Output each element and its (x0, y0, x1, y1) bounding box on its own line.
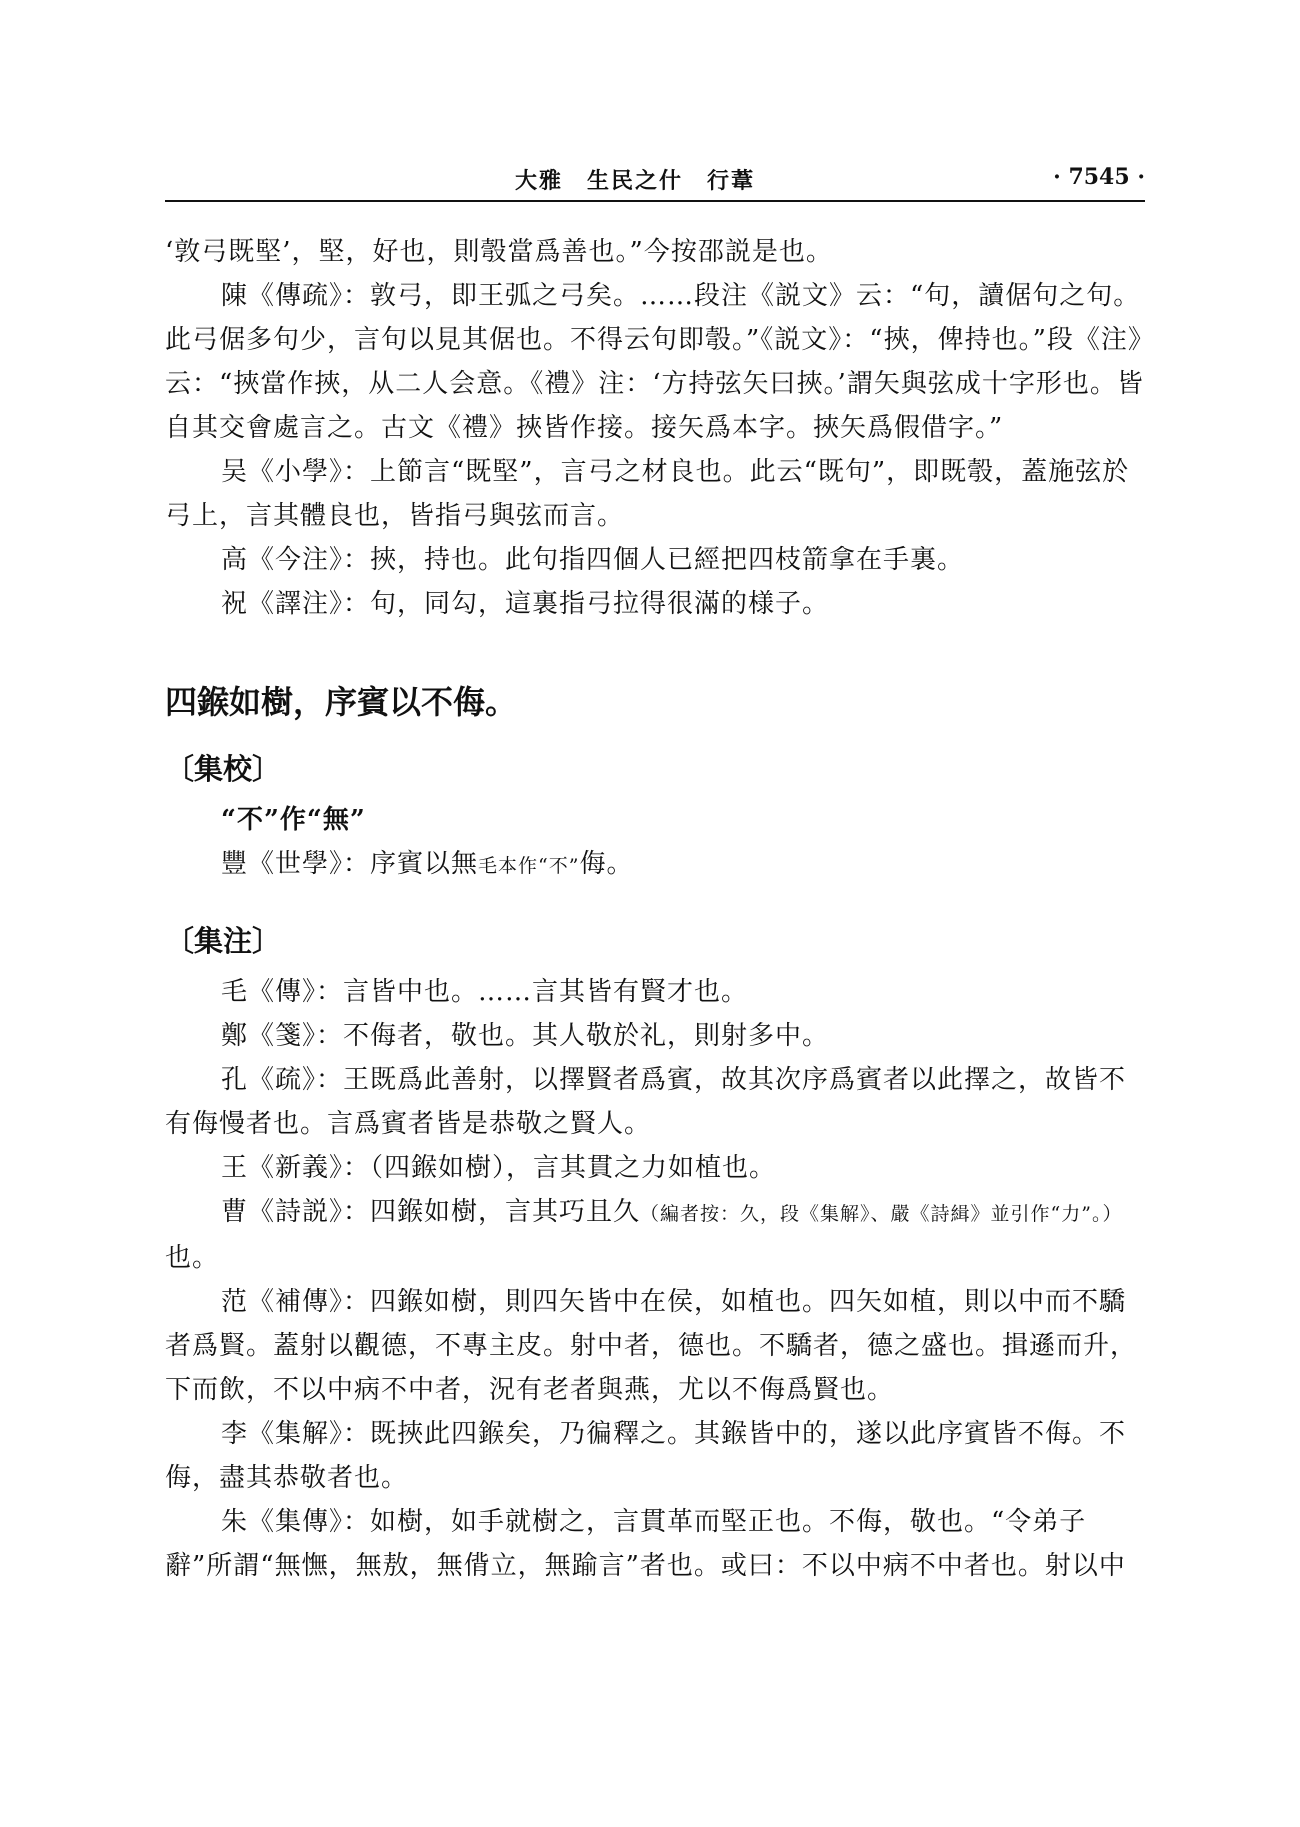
jijiao-entry-main: 豐《世學》：序賓以無 (221, 849, 479, 879)
header-divider (165, 200, 1145, 202)
jizhu-entry-zhu: 朱《集傳》：如樹，如手就樹之，言貫革而堅正也。不侮，敬也。“令弟子辭”所謂“無憮，無敖，無偝立，無踰言”者也。或曰：不以中病不中者也。射以中 (165, 1507, 1126, 1581)
paragraph-gao-jinzhu: 高《今注》：挾，持也。此句指四個人已經把四枝箭拿在手裏。 (221, 545, 965, 575)
jizhu-entry-kong: 孔《疏》：王既爲此善射，以擇賢者爲賓，故其次序爲賓者以此擇之，故皆不有侮慢者也。言爲賓者皆是恭敬之賢人。 (165, 1065, 1127, 1139)
paragraph-continued: ‘敦弓既堅’，堅，好也，則彀當爲善也。”今按邵説是也。 (165, 237, 833, 267)
running-header (165, 160, 1145, 200)
jizhu-entry-cao (165, 1190, 1145, 1280)
page-body (165, 230, 1145, 1588)
jijiao-entry (165, 842, 1145, 888)
paragraph-wu-xiaoxue: 吴《小學》：上節言“既堅”，言弓之材良也。此云“既句”，即既彀，蓋施弦於弓上，言其體良也，皆指弓與弦而言。 (165, 457, 1130, 531)
jizhu-entry-zheng: 鄭《箋》：不侮者，敬也。其人敬於礼，則射多中。 (221, 1021, 830, 1051)
jizhu-entry-li: 李《集解》：既挾此四鍭矣，乃徧釋之。其鍭皆中的，遂以此序賓皆不侮。不侮，盡其恭敬者也。 (165, 1419, 1127, 1493)
jizhu-entry-fan: 范《補傳》：四鍭如樹，則四矢皆中在侯，如植也。四矢如植，則以中而不驕者爲賢。蓋射以觀德，不專主皮。射中者，德也。不驕者，德之盛也。揖遜而升，下而飲，不以中病不中者，況有老者與燕，尤以不侮爲賢也。 (165, 1287, 1138, 1405)
paragraph-chen-chuanshu: 陳《傳疏》：敦弓，即王弧之弓矣。……段注《説文》云：“句，讀倨句之句。此弓倨多句少，言句以見其倨也。不得云句即彀。”《説文》：“挾，俾持也。”段《注》云：“挾當作挾，从二人会意。《禮》注：‘方持弦矢曰挾。’謂矢與弦成十字形也。皆自其交會處言之。古文《禮》挾皆作接。接矢爲本字。挾矢爲假借字。” (165, 281, 1144, 443)
page-number: · 7545 · (1053, 164, 1145, 190)
running-title: 大雅 生民之什 行葦 (514, 168, 755, 194)
section-jijiao-label: 〔集校〕 (165, 752, 282, 786)
jijiao-entry-note: 毛本作“不” (478, 855, 580, 877)
jizhu-entry-wang: 王《新義》：（四鍭如樹），言其貫之力如植也。 (221, 1153, 777, 1183)
cao-entry-end: 也。 (165, 1243, 220, 1273)
verse-heading: 四鍭如樹，序賓以不侮。 (165, 683, 518, 721)
paragraph-zhu-yizhu: 祝《譯注》：句，同勾，這裏指弓拉得很滿的様子。 (221, 589, 830, 619)
variant-title: “不”作“無” (221, 805, 366, 835)
cao-entry-main: 曹《詩説》：四鍭如樹，言其巧且久 (221, 1197, 641, 1227)
section-jizhu-label: 〔集注〕 (165, 924, 282, 958)
jizhu-entry-mao: 毛《傳》：言皆中也。……言其皆有賢才也。 (221, 977, 749, 1007)
jijiao-entry-end: 侮。 (579, 849, 634, 879)
cao-entry-note: （編者按：久，段《集解》、嚴《詩緝》並引作“力”。） (640, 1203, 1123, 1225)
